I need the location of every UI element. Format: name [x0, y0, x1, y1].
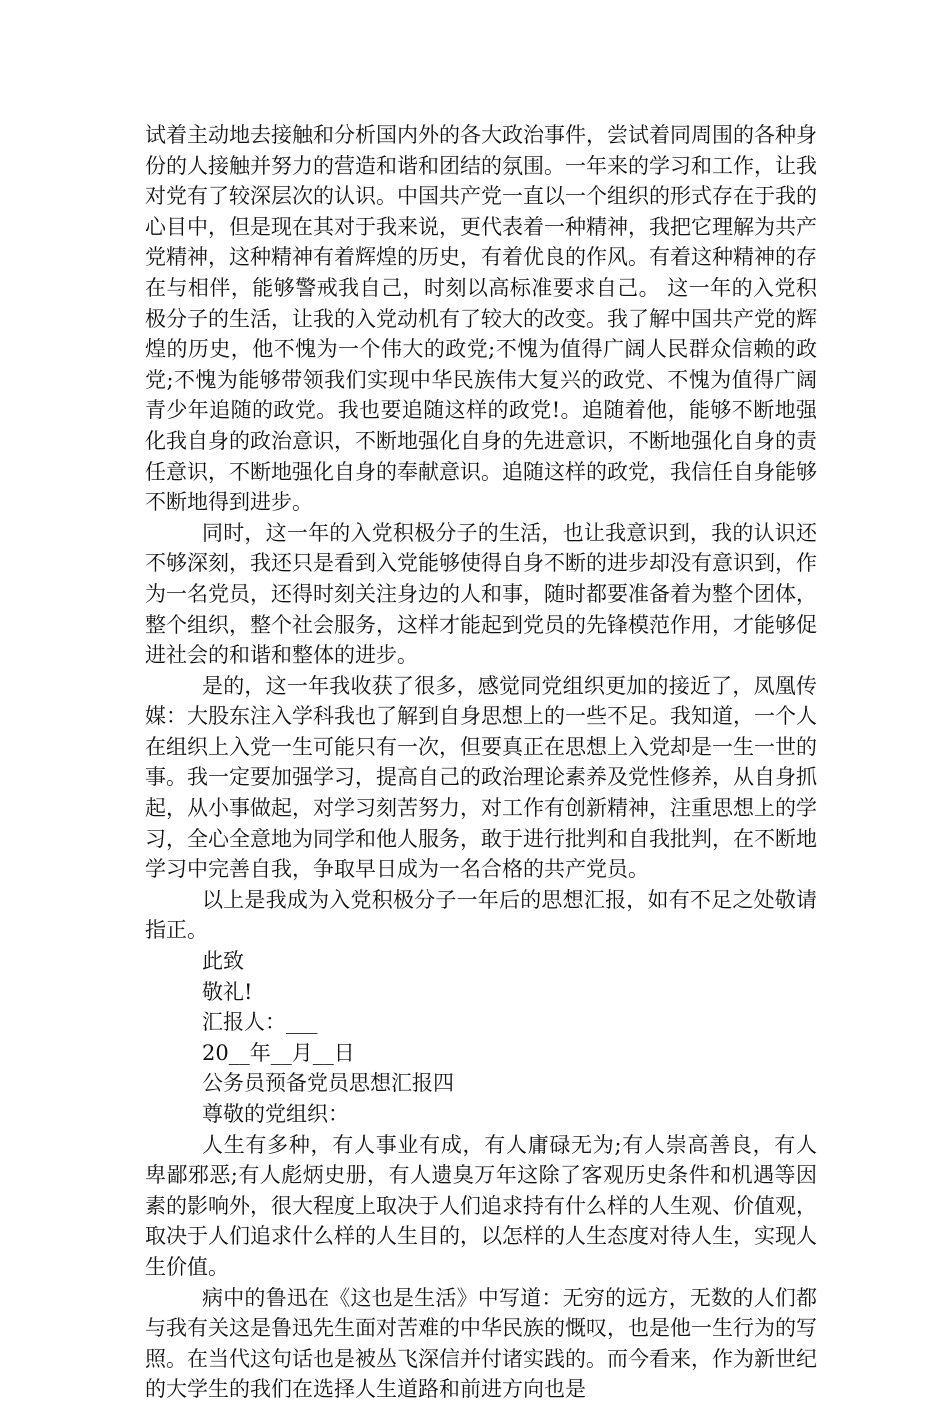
- body-paragraph-1: 人生有多种，有人事业有成，有人庸碌无为;有人崇高善良，有人卑鄙邪恶;有人彪炳史册，有人遗臭万年这除了客观历史条件和机遇等因素的影响外，很大程度上取决于人们追求持有什么样的人生观、价值观，取决于人们追求什么样的人生目的，以怎样的人生态度对待人生，实现人生价值。: [145, 1132, 817, 1279]
- closing-regards: 敬礼!: [202, 979, 253, 1004]
- body-paragraph-2: 病中的鲁迅在《这也是生活》中写道：无穷的远方，无数的人们都与我有关这是鲁迅先生面对苦难的中华民族的慨叹，也是他一生行为的写照。在当代这句话也是被丛飞深信并付诸实践的。而今看来，作为新世纪的大学生的我们在选择人生道路和前进方向也是: [145, 1285, 817, 1402]
- reporter-line: 汇报人：___: [202, 1010, 318, 1035]
- greeting: 尊敬的党组织：: [202, 1102, 349, 1126]
- paragraph-1: 试着主动地去接触和分析国内外的各大政治事件，尝试着同周围的各种身份的人接触并努力的营造和谐和团结的氛围。一年来的学习和工作，让我对党有了较深层次的认识。中国共产党一直以一个组织的形式存在于我的心目中，但是现在其对于我来说，更代表着一种精神，我把它理解为共产党精神，这种精神有着辉煌的历史，有着优良的作风。有着这种精神的存在与相伴，能够警戒我自己，时刻以高标准要求自己。 这一年的入党积极分子的生活，让我的入党动机有了较大的改变。我了解中国共产党的辉煌的历史，他不愧为一个伟大的政党;不愧为值得广阔人民群众信赖的政党;不愧为能够带领我们实现中华民族伟大复兴的政党、不愧为值得广阔青少年追随的政党。我也要追随这样的政党!。追随着他，能够不断地强化我自身的政治意识，不断地强化自身的先进意识，不断地强化自身的责任意识，不断地强化自身的奉献意识。追随这样的政党，我信任自身能够不断地得到进步。: [145, 123, 817, 515]
- closing-salutation: 此致: [202, 949, 244, 974]
- paragraph-3: 是的，这一年我收获了很多，感觉同党组织更加的接近了，凤凰传媒：大股东注入学科我也了解到自身思想上的一些不足。我知道，一个人在组织上入党一生可能只有一次，但要真正在思想上入党却是一生一世的事。我一定要加强学习，提高自己的政治理论素养及党性修养，从自身抓起，从小事做起，对学习刻苦努力，对工作有创新精神，注重思想上的学习，全心全意地为同学和他人服务，敢于进行批判和自我批判，在不断地学习中完善自我，争取早日成为一名合格的共产党员。: [145, 673, 817, 882]
- paragraph-4: 以上是我成为入党积极分子一年后的思想汇报，如有不足之处敬请指正。: [145, 887, 817, 943]
- date-line: 20__年__月__日: [202, 1040, 355, 1065]
- section-title: 公务员预备党员思想汇报四: [202, 1071, 454, 1096]
- document-page: [145, 120, 817, 1405]
- paragraph-2: 同时，这一年的入党积极分子的生活，也让我意识到，我的认识还不够深刻，我还只是看到入党能够使得自身不断的进步却没有意识到，作为一名党员，还得时刻关注身边的人和事，随时都要准备着为整个团体，整个组织，整个社会服务，这样才能起到党员的先锋模范作用，才能够促进社会的和谐和整体的进步。: [145, 520, 817, 668]
